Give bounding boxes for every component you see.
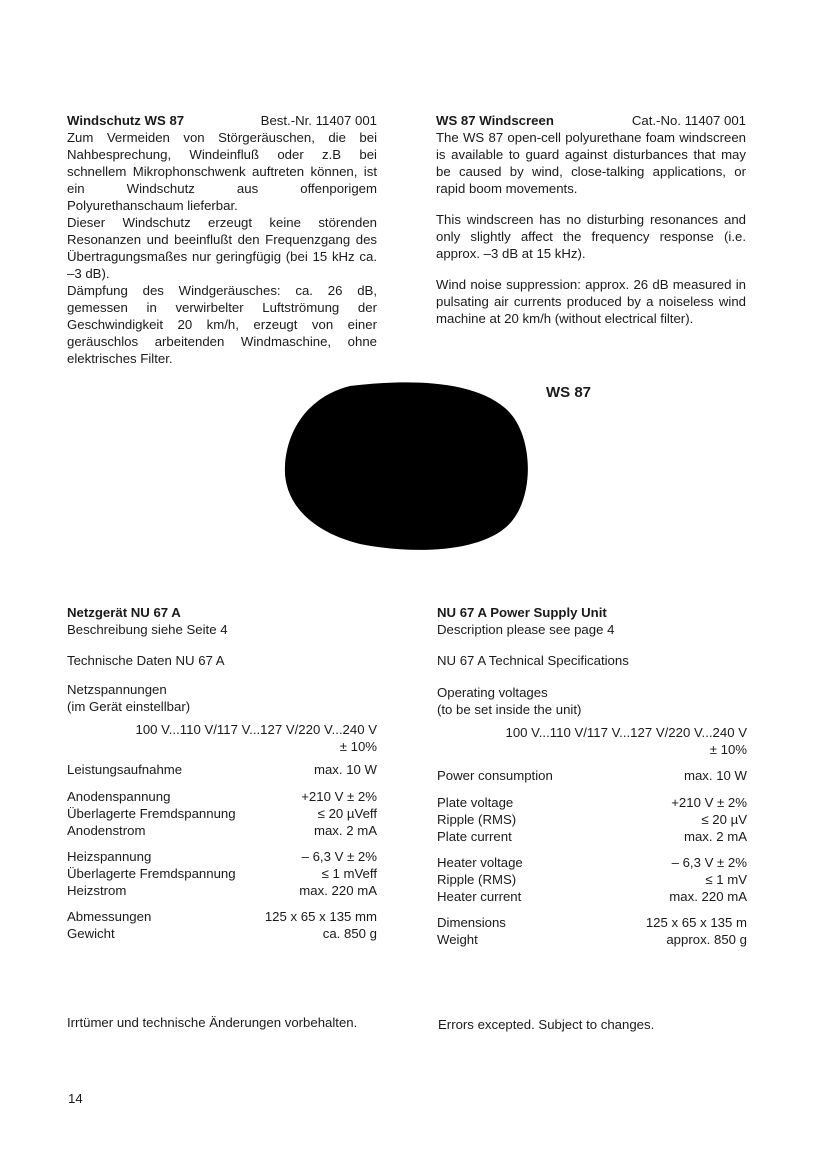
spec-value-de: 125 x 65 x 135 mm [264,909,377,924]
spec-value-de: max. 220 mA [299,883,377,898]
power-supply-title-de [67,604,377,621]
voltages-note-en: (to be set inside the unit) [437,702,582,717]
spec-row-en [437,914,747,931]
spec-label-de: Gewicht [67,926,115,941]
spec-value-en: – 6,3 V ± 2% [671,855,747,870]
windscreen-title-de: Windschutz WS 87 [67,113,185,128]
spec-value-en: max. 10 W [683,768,747,783]
windscreen-heading-en [436,112,746,129]
spec-row-en [437,828,747,845]
spec-row-de [67,761,377,778]
spec-label-en: Dimensions [437,915,506,930]
spec-label-en: Heater voltage [437,855,523,870]
windscreen-image-label: WS 87 [546,384,592,401]
spec-label-de: Heizstrom [67,883,127,898]
spec-row-en [437,854,747,871]
windscreen-order-no-de: Best.-Nr. 11407 001 [260,113,377,128]
spec-row-de [67,805,377,822]
power-supply-tech-heading-en: NU 67 A Technical Specifications [437,653,629,668]
spec-value-en: max. 2 mA [683,829,747,844]
spec-row-de [67,822,377,839]
spec-value-en: ≤ 1 mV [705,872,747,887]
spec-label-de: Leistungsaufnahme [67,762,183,777]
windscreen-paragraph-de-3: Dämpfung des Windgeräusches: ca. 26 dB, gemessen in verwirbelter Luftströmung der Geschwindigkeit 20 km/h, erzeugt von einer geräuschlos arbeitenden Windmaschine, ohne elektrisches Filter. [67,283,377,366]
spec-row-de [67,882,377,899]
spec-row-en [437,794,747,811]
power-supply-title-text-en: NU 67 A Power Supply Unit [437,605,607,620]
power-supply-section-de [67,604,377,942]
power-supply-section-en [437,604,747,948]
spec-label-de: Anodenspannung [67,789,171,804]
voltages-label-de: Netzspannungen [67,682,167,697]
windscreen-photo [280,378,536,558]
spec-row-de [67,908,377,925]
spec-label-en: Plate voltage [437,795,514,810]
voltages-label-en: Operating voltages [437,685,548,700]
spec-value-de: max. 10 W [313,762,377,777]
spec-row-en [437,811,747,828]
spec-value-en: max. 220 mA [669,889,747,904]
spec-label-de: Anodenstrom [67,823,146,838]
spec-row-de [67,865,377,882]
power-supply-title-text-de: Netzgerät NU 67 A [67,605,181,620]
windscreen-paragraph-en-1: The WS 87 open-cell polyurethane foam windscreen is available to guard against disturbances that may be caused by wind, close-talking applications, or rapid boom movements. [436,130,746,196]
spec-row-en [437,931,747,948]
spec-label-de: Überlagerte Fremdspannung [67,866,236,881]
voltages-note-de: (im Gerät einstellbar) [67,699,191,714]
spec-label-en: Ripple (RMS) [437,872,517,887]
spec-value-en: ≤ 20 µV [701,812,747,827]
spec-value-de: +210 V ± 2% [301,789,377,804]
footer-disclaimer-en: Errors excepted. Subject to changes. [438,1017,655,1032]
spec-label-en: Power consumption [437,768,553,783]
spec-row-en [437,767,747,784]
voltages-tolerance-de: ± 10% [339,739,377,754]
footer-disclaimer-de: Irrtümer und technische Änderungen vorbehalten. [67,1015,358,1030]
spec-row-de [67,925,377,942]
voltages-value-de: 100 V...110 V/117 V...127 V/220 V...240 V [135,722,377,737]
spec-label-de: Überlagerte Fremdspannung [67,806,236,821]
power-supply-desc-de: Beschreibung siehe Seite 4 [67,622,228,637]
spec-value-en: approx. 850 g [666,932,747,947]
voltages-value-en: 100 V...110 V/117 V...127 V/220 V...240 V [505,725,747,740]
spec-value-de: ca. 850 g [322,926,377,941]
spec-label-en: Weight [437,932,478,947]
power-supply-title-en [437,604,747,621]
page-number: 14 [68,1091,83,1106]
spec-label-en: Heater current [437,889,522,904]
windscreen-foam-image [280,378,536,558]
windscreen-section-de [67,112,377,367]
windscreen-section-en [436,112,746,327]
windscreen-paragraph-en-3: Wind noise suppression: approx. 26 dB measured in pulsating air currents produced by a noiseless wind machine at 20 km/h (without electrical filter). [436,277,746,326]
spec-value-de: – 6,3 V ± 2% [301,849,377,864]
spec-value-de: ≤ 1 mVeff [321,866,377,881]
spec-value-en: +210 V ± 2% [671,795,747,810]
spec-row-de [67,848,377,865]
spec-row-en [437,888,747,905]
spec-row-de [67,788,377,805]
windscreen-heading-de [67,112,377,129]
spec-value-en: 125 x 65 x 135 m [645,915,747,930]
spec-value-de: max. 2 mA [313,823,377,838]
windscreen-paragraph-en-2: This windscreen has no disturbing resonances and only slightly affect the frequency response (i.e. approx. –3 dB at 15 kHz). [436,212,746,261]
spec-value-de: ≤ 20 µVeff [317,806,377,821]
voltages-tolerance-en: ± 10% [709,742,747,757]
windscreen-title-en: WS 87 Windscreen [436,113,554,128]
windscreen-paragraph-de-2: Dieser Windschutz erzeugt keine störenden Resonanzen und beeinflußt den Frequenzgang des Übertragungsmaßes nur geringfügig (bei 15 kHz ca. –3 dB). [67,215,377,281]
spec-label-de: Abmessungen [67,909,152,924]
spec-row-en [437,871,747,888]
power-supply-desc-en: Description please see page 4 [437,622,615,637]
windscreen-paragraph-de-1: Zum Vermeiden von Störgeräuschen, die bei Nahbesprechung, Windeinfluß oder z.B bei schnellem Mikrophonschwenk auftreten können, ist ein Windschutz aus offenporigem Polyurethanschaum lieferbar. [67,130,377,213]
spec-label-en: Ripple (RMS) [437,812,517,827]
spec-label-de: Heizspannung [67,849,152,864]
power-supply-tech-heading-de: Technische Daten NU 67 A [67,653,225,668]
windscreen-order-no-en: Cat.-No. 11407 001 [631,113,746,128]
spec-label-en: Plate current [437,829,512,844]
